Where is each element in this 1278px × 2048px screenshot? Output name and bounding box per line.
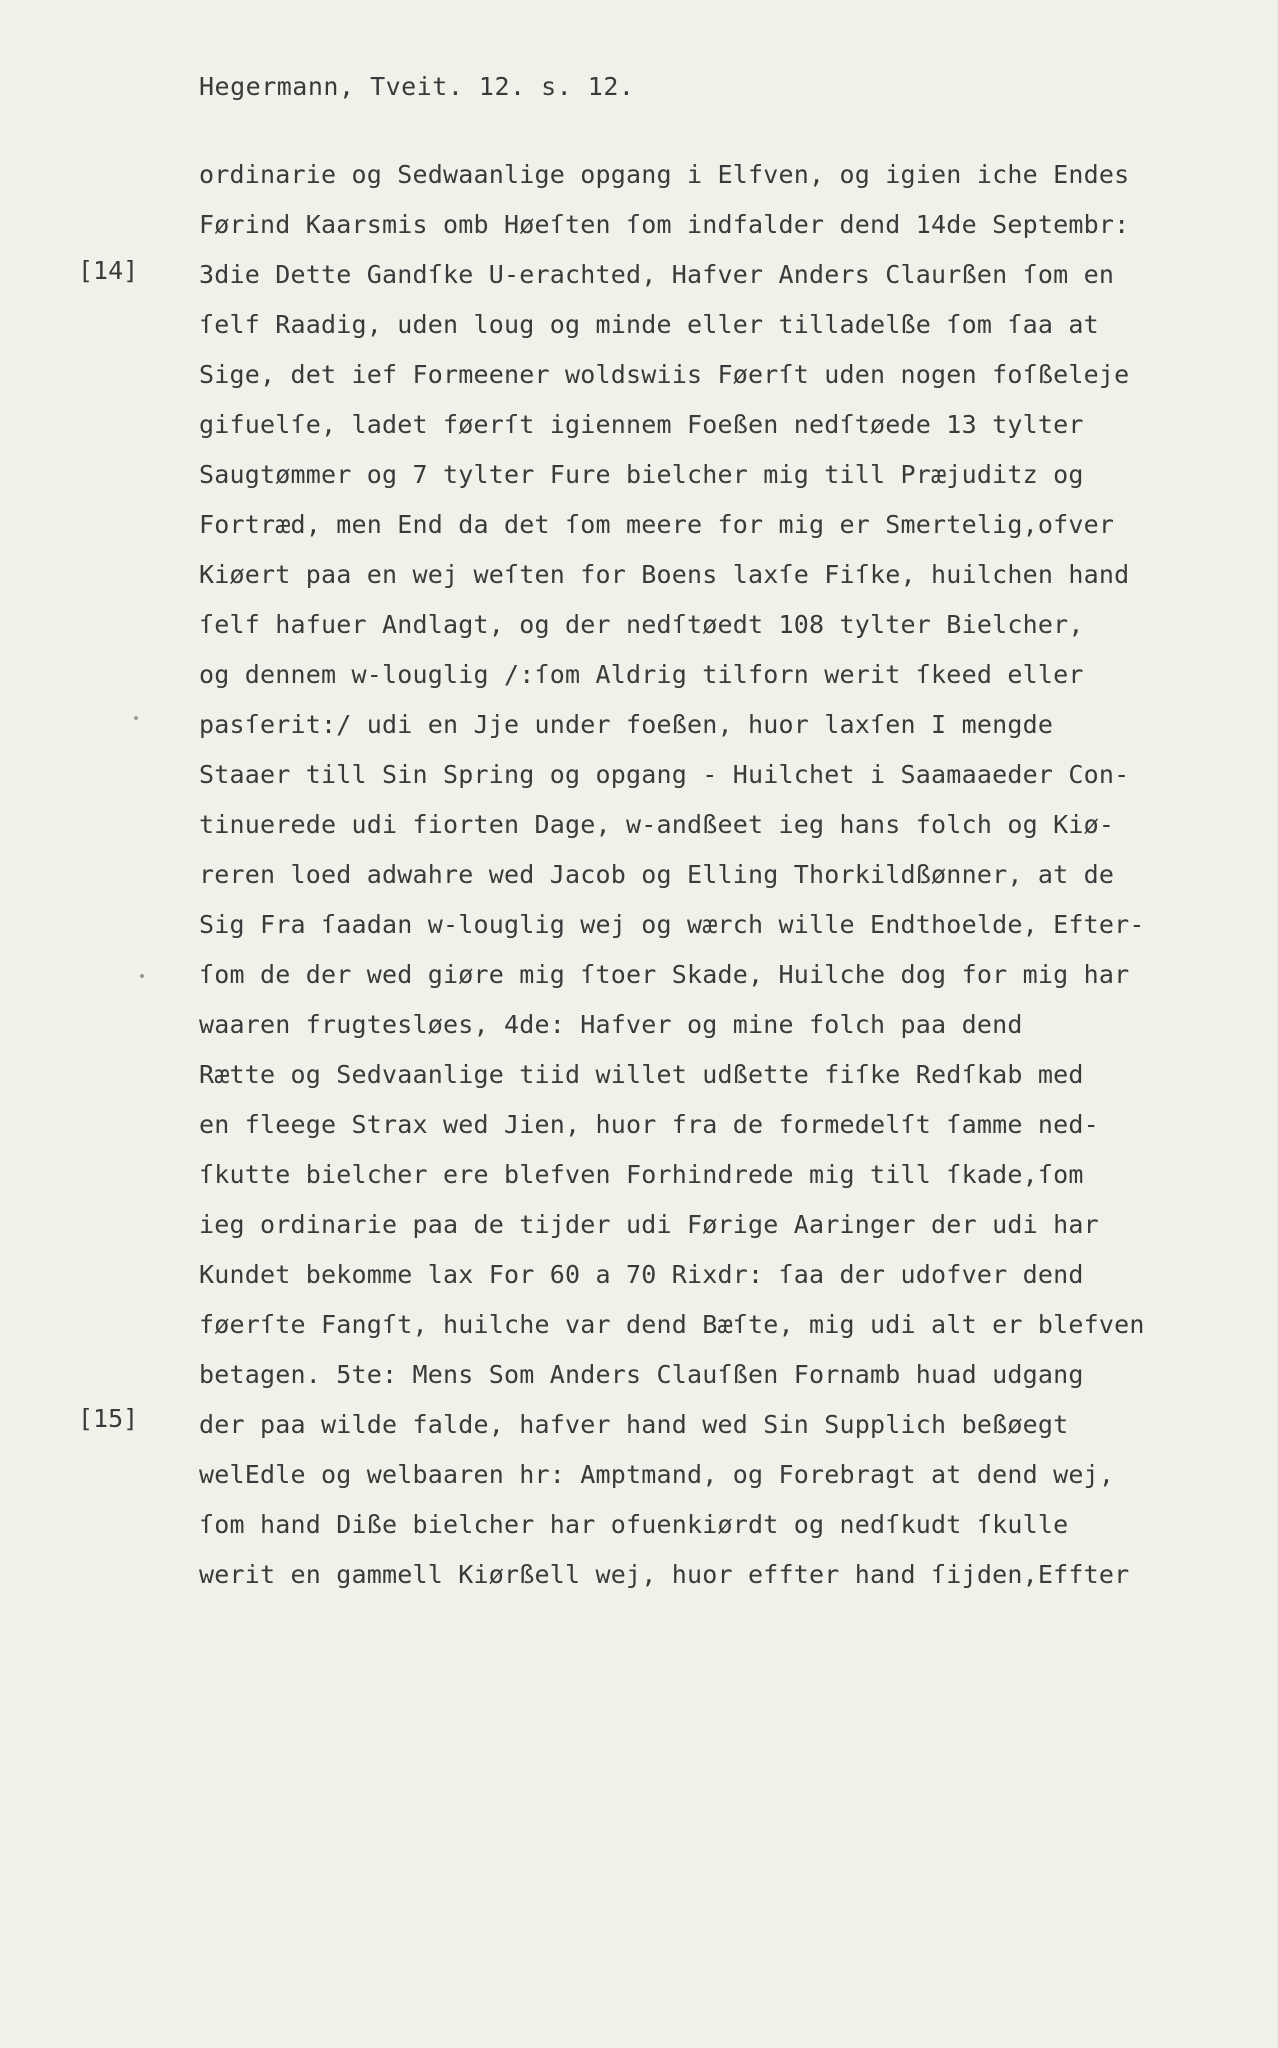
margin-note-15: [15] (78, 1404, 139, 1433)
text-line: og dennem w-louglig /:ſom Aldrig tilforn werit ſkeed eller (199, 660, 1084, 689)
text-line: ordinarie og Sedwaanlige opgang i Elfven, og igien iche Endes (199, 160, 1130, 189)
paper-speck (140, 974, 144, 978)
text-line: werit en gammell Kiørßell wej, huor effter hand ſijden,Effter (199, 1560, 1130, 1589)
text-line: Fortræd, men End da det ſom meere for mig er Smertelig,ofver (199, 510, 1115, 539)
page-header: Hegermann, Tveit. 12. s. 12. (199, 72, 635, 101)
text-line: der paa wilde falde, hafver hand wed Sin Supplich beßøegt (199, 1410, 1069, 1439)
text-line: ſom hand Diße bielcher har ofuenkiørdt og nedſkudt ſkulle (199, 1510, 1069, 1539)
text-line: ſelf hafuer Andlagt, og der nedſtøedt 108 tylter Bielcher, (199, 610, 1084, 639)
text-line: Kundet bekomme lax For 60 a 70 Rixdr: ſaa der udofver dend (199, 1260, 1084, 1289)
text-line: Staaer till Sin Spring og opgang - Huilchet i Saamaaeder Con- (199, 760, 1130, 789)
text-line: føerſte Fangſt, huilche var dend Bæſte, mig udi alt er blefven (199, 1310, 1145, 1339)
text-line: reren loed adwahre wed Jacob og Elling Thorkildßønner, at de (199, 860, 1115, 889)
text-line: Saugtømmer og 7 tylter Fure bielcher mig till Præjuditz og (199, 460, 1084, 489)
text-line: en fleege Strax wed Jien, huor fra de formedelſt ſamme ned- (199, 1110, 1099, 1139)
text-line: welEdle og welbaaren hr: Amptmand, og Forebragt at dend wej, (199, 1460, 1115, 1489)
margin-note-14: [14] (78, 256, 139, 285)
text-line: Førind Kaarsmis omb Høeſten ſom indfalder dend 14de Septembr: (199, 210, 1130, 239)
text-line: ieg ordinarie paa de tijder udi Førige Aaringer der udi har (199, 1210, 1099, 1239)
text-line: waaren frugtesløes, 4de: Hafver og mine folch paa dend (199, 1010, 1023, 1039)
text-line: ſelf Raadig, uden loug og minde eller tilladelße ſom ſaa at (199, 310, 1099, 339)
text-line: pasſerit:/ udi en Jje under foeßen, huor laxſen I mengde (199, 710, 1054, 739)
text-line: ſom de der wed giøre mig ſtoer Skade, Huilche dog for mig har (199, 960, 1130, 989)
text-line: betagen. 5te: Mens Som Anders Clauſßen Fornamb huad udgang (199, 1360, 1084, 1389)
body-text (199, 150, 1159, 1600)
text-line: Rætte og Sedvaanlige tiid willet udßette fiſke Redſkab med (199, 1060, 1084, 1089)
text-line: 3die Dette Gandſke U-erachted, Hafver Anders Claurßen ſom en (199, 260, 1115, 289)
text-line: tinuerede udi fiorten Dage, w-andßeet ieg hans folch og Kiø- (199, 810, 1115, 839)
text-line: ſkutte bielcher ere blefven Forhindrede mig till ſkade,ſom (199, 1160, 1084, 1189)
text-line: Sige, det ief Formeener woldswiis Føerſt uden nogen foſßeleje (199, 360, 1130, 389)
text-line: gifuelſe, ladet føerſt igiennem Foeßen nedſtøede 13 tylter (199, 410, 1084, 439)
text-line: Kiøert paa en wej weſten for Boens laxſe Fiſke, huilchen hand (199, 560, 1130, 589)
paper-speck (134, 716, 138, 720)
text-line: Sig Fra ſaadan w-louglig wej og wærch wille Endthoelde, Efter- (199, 910, 1145, 939)
